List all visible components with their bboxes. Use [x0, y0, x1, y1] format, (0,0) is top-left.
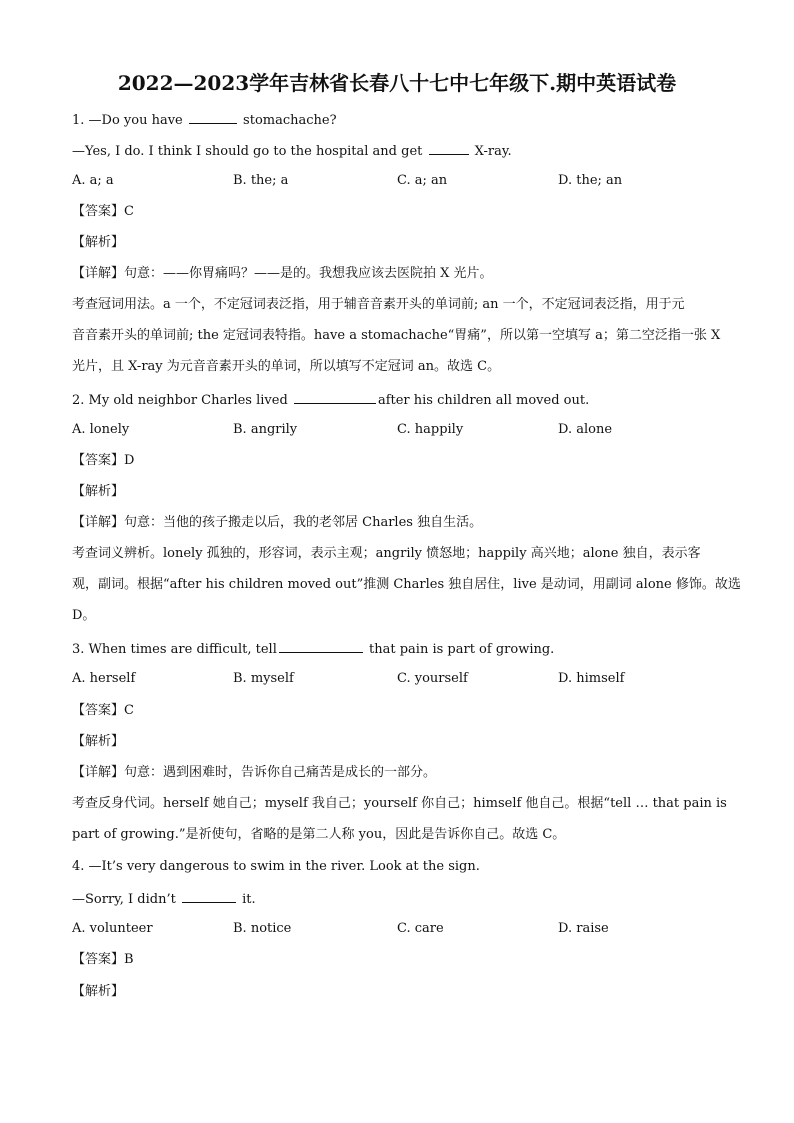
q2-stem-text-end: after his children all moved out. — [377, 393, 590, 408]
q1-stem-text-end: stomachache? — [243, 113, 337, 128]
answer-label: 【答案】 — [72, 453, 125, 468]
q1-answer-value: C — [124, 204, 134, 219]
q3-stem-text-end: that pain is part of growing. — [369, 642, 555, 657]
detail-label: 【详解】 — [72, 515, 125, 530]
q1-option-b: B. the; a — [233, 173, 289, 188]
q2-option-b: B. angrily — [233, 422, 298, 437]
q1-analysis-label: 【解析】 — [72, 235, 125, 250]
q1-detail — [72, 265, 493, 283]
q1-explanation-line3: 光片，且 X-ray 为元音音素开头的单词，所以填写不定冠词 an。故选 C。 — [72, 359, 501, 374]
q4-option-c: C. care — [397, 921, 444, 936]
q1-blank-2 — [429, 141, 469, 155]
q1-explanation-line1: 考查冠词用法。a 一个，不定冠词表泛指，用于辅音音素开头的单词前; an 一个，不定冠词表泛指，用于元 — [72, 297, 685, 312]
q4-option-d: D. raise — [558, 921, 609, 936]
q2-explanation-line3: D。 — [72, 608, 96, 623]
q1-detail-text: 句意：——你胃痛吗？——是的。我想我应该去医院拍 X 光片。 — [124, 266, 493, 281]
q1-stem2-text-end: X-ray. — [474, 144, 512, 159]
q2-detail — [72, 514, 482, 532]
q1-explanation-line2: 音音素开头的单词前; the 定冠词表特指。have a stomachache“胃痛”，所以第一空填写 a；第二空泛指一张 X — [72, 328, 721, 343]
q1-option-d: D. the; an — [558, 173, 623, 188]
q4-option-a: A. volunteer — [72, 921, 153, 936]
q2-explanation-line1: 考查词义辨析。lonely 孤独的，形容词，表示主观；angrily 愤怒地；happily 高兴地；alone 独自，表示客 — [72, 546, 701, 561]
answer-label: 【答案】 — [72, 204, 125, 219]
q1-stem-line1 — [72, 110, 337, 130]
q4-stem-line2 — [72, 889, 256, 909]
q1-stem2-text: —Yes, I do. I think I should go to the hospital and get — [72, 144, 423, 159]
q3-detail-text: 句意：遇到困难时，告诉你自己痛苦是成长的一部分。 — [124, 765, 437, 780]
q3-option-b: B. myself — [233, 671, 294, 686]
page-title: 2022—2023学年吉林省长春八十七中七年级下.期中英语试卷 — [117, 71, 677, 95]
q3-stem-line1 — [72, 639, 554, 659]
q4-answer — [72, 951, 134, 969]
q4-answer-value: B — [124, 952, 134, 967]
q3-blank — [279, 639, 363, 653]
q2-stem-line1 — [72, 390, 589, 410]
q4-stem-text-end: it. — [242, 892, 256, 907]
q1-answer — [72, 203, 134, 221]
q4-blank — [182, 889, 236, 903]
q4-option-b: B. notice — [233, 921, 292, 936]
q3-answer — [72, 702, 134, 720]
q4-stem-line1: 4. —It’s very dangerous to swim in the river. Look at the sign. — [72, 859, 480, 874]
q1-option-a: A. a; a — [72, 173, 114, 188]
q3-option-d: D. himself — [558, 671, 625, 686]
q1-stem-text: 1. —Do you have — [72, 113, 183, 128]
detail-label: 【详解】 — [72, 765, 125, 780]
q1-option-c: C. a; an — [397, 173, 448, 188]
q3-option-a: A. herself — [72, 671, 136, 686]
q3-explanation-line2: part of growing.”是祈使句，省略的是第二人称 you，因此是告诉你自己。故选 C。 — [72, 827, 566, 842]
answer-label: 【答案】 — [72, 952, 125, 967]
detail-label: 【详解】 — [72, 266, 125, 281]
q4-analysis-label: 【解析】 — [72, 984, 125, 999]
answer-label: 【答案】 — [72, 703, 125, 718]
q3-answer-value: C — [124, 703, 134, 718]
q4-stem-text: —Sorry, I didn’t — [72, 892, 176, 907]
q3-option-c: C. yourself — [397, 671, 468, 686]
q2-answer-value: D — [124, 453, 135, 468]
q3-stem-text: 3. When times are difficult, tell — [72, 642, 277, 657]
q2-option-d: D. alone — [558, 422, 613, 437]
q2-answer — [72, 452, 134, 470]
q2-option-a: A. lonely — [72, 422, 130, 437]
q2-stem-text: 2. My old neighbor Charles lived — [72, 393, 288, 408]
q3-explanation-line1: 考查反身代词。herself 她自己；myself 我自己；yourself 你自己；himself 他自己。根据“tell … that pain is — [72, 796, 727, 811]
q3-analysis-label: 【解析】 — [72, 734, 125, 749]
q2-analysis-label: 【解析】 — [72, 484, 125, 499]
q2-option-c: C. happily — [397, 422, 464, 437]
q2-explanation-line2: 观，副词。根据“after his children moved out”推测 Charles 独自居住，live 是动词，用副词 alone 修饰。故选 — [72, 577, 741, 592]
q3-detail — [72, 764, 436, 782]
q1-stem-line2 — [72, 141, 512, 161]
q2-blank — [294, 390, 376, 404]
q2-detail-text: 句意：当他的孩子搬走以后，我的老邻居 Charles 独自生活。 — [124, 515, 483, 530]
q1-blank-1 — [189, 110, 237, 124]
